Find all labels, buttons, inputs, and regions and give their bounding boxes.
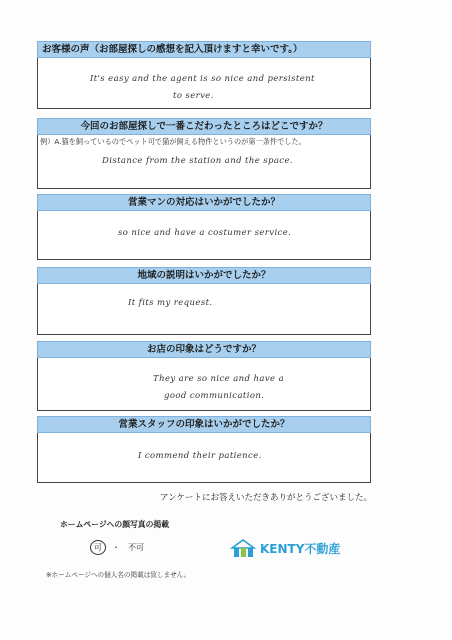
- answer-box: [37, 358, 371, 411]
- answer-box: [37, 58, 371, 109]
- section-header: 今回のお部屋探しで一番こだわったところはどこですか？: [37, 118, 371, 135]
- handwritten-answer-line: so nice and have a costumer service.: [118, 228, 292, 238]
- choice-yes-circled[interactable]: 可: [90, 540, 106, 555]
- handwritten-answer-line: I commend their patience.: [138, 451, 262, 461]
- answer-box: [37, 135, 371, 189]
- choice-separator: ・: [112, 543, 120, 552]
- question-section-area: [37, 267, 371, 335]
- handwritten-answer-line: It fits my request.: [128, 298, 213, 308]
- company-logo: [230, 538, 340, 558]
- question-section-feedback: [37, 41, 371, 109]
- handwritten-answer-line: good communication.: [164, 391, 265, 401]
- photo-permission-choices: [90, 540, 144, 555]
- photo-permission-label: ホームページへの顔写真の掲載: [60, 520, 169, 529]
- question-section-priority: [37, 118, 371, 189]
- answer-box: [37, 433, 371, 483]
- handwritten-answer-line: to serve.: [173, 91, 214, 101]
- section-header: お店の印象はどうですか？: [37, 341, 371, 358]
- house-icon: [230, 538, 256, 558]
- question-section-staff: [37, 416, 371, 483]
- section-header: お客様の声（お部屋探しの感想を記入頂けますと幸いです。）: [37, 41, 371, 58]
- example-text: 例）A.猫を飼っているのでペット可で猫が飼える物件というのが第一条件でした。: [40, 137, 306, 146]
- section-header: 営業マンの対応はいかがでしたか？: [37, 194, 371, 211]
- section-header: 営業スタッフの印象はいかがでしたか？: [37, 416, 371, 433]
- choice-no[interactable]: 不可: [128, 543, 144, 552]
- logo-text: KENTY不動産: [260, 541, 341, 556]
- answer-box: [37, 284, 371, 335]
- question-section-sales-rep: [37, 194, 371, 260]
- thanks-message: アンケートにお答えいただきありがとうございました。: [160, 493, 372, 503]
- question-section-shop: [37, 341, 371, 411]
- handwritten-answer-line: They are so nice and have a: [153, 374, 285, 384]
- handwritten-answer-line: It's easy and the agent is so nice and persistent: [90, 74, 315, 84]
- privacy-note: ※ホームページへの個人名の掲載は致しません。: [46, 571, 191, 579]
- handwritten-answer-line: Distance from the station and the space.: [102, 156, 294, 166]
- answer-box: [37, 211, 371, 260]
- section-header: 地域の説明はいかがでしたか？: [37, 267, 371, 284]
